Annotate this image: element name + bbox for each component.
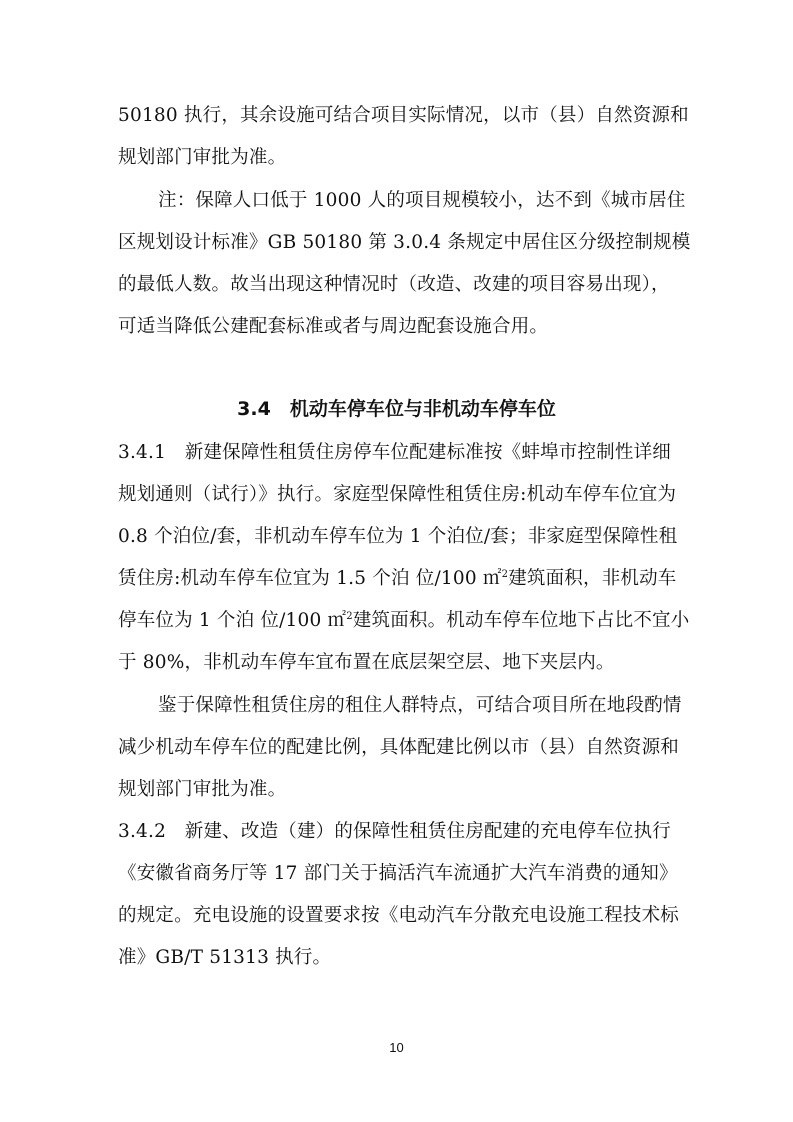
page-number: 10 — [389, 1040, 404, 1055]
clause-text-line: 的规定。充电设施的设置要求按《电动汽车分散充电设施工程技术标 — [118, 905, 680, 926]
clause-text-segment: 停车位为 1 个泊 位/100 ㎡ — [118, 610, 347, 631]
clause-text-line — [118, 609, 690, 633]
clause-text-line: 3.4.1 新建保障性租赁住房停车位配建标准按《蚌埠市控制性详细 — [118, 442, 671, 463]
clause-text-line: 0.8 个泊位/套，非机动车停车位为 1 个泊位/套；非家庭型保障性租 — [118, 526, 678, 547]
body-text-line: 规划部门审批为准。 — [118, 147, 287, 168]
clause-text-line: 3.4.2 新建、改造（建）的保障性租赁住房配建的充电停车位执行 — [118, 821, 671, 842]
note-text-line: 区规划设计标准》GB 50180 第 3.0.4 条规定中居住区分级控制规模 — [118, 232, 691, 253]
clause-note-line: 减少机动车停车位的配建比例，具体配建比例以市（县）自然资源和 — [118, 737, 680, 758]
section-heading: 3.4 机动车停车位与非机动车停车位 — [237, 398, 556, 420]
clause-text-segment: 建筑面积。机动车停车位地下占比不宜小 — [352, 610, 690, 631]
clause-note-line: 规划部门审批为准。 — [118, 779, 287, 800]
clause-text-line: 准》GB/T 51313 执行。 — [118, 947, 332, 968]
superscript-two: 2 — [501, 568, 509, 580]
note-text-line: 注：保障人口低于 1000 人的项目规模较小，达不到《城市居住 — [158, 190, 686, 211]
clause-text-segment: 赁住房:机动车停车位宜为 1.5 个泊 位/100 ㎡ — [118, 568, 502, 589]
note-text-line: 的最低人数。故当出现这种情况时（改造、改建的项目容易出现）， — [118, 274, 670, 295]
clause-text-line: 规划通则（试行）》执行。家庭型保障性租赁住房:机动车停车位宜为 — [118, 484, 677, 505]
clause-note-line: 鉴于保障性租赁住房的租住人群特点，可结合项目所在地段酌情 — [158, 695, 682, 716]
body-text-line: 50180 执行，其余设施可结合项目实际情况，以市（县）自然资源和 — [118, 105, 689, 126]
clause-text-segment: 建筑面积，非机动车 — [508, 568, 677, 589]
superscript-two: 2 — [346, 610, 353, 622]
clause-text-line — [118, 567, 678, 591]
clause-text-line: 于 80%，非机动车停车宜布置在底层架空层、地下夹层内。 — [118, 652, 615, 673]
note-text-line: 可适当降低公建配套标准或者与周边配套设施合用。 — [118, 316, 549, 337]
clause-text-line: 《安徽省商务厅等 17 部门关于搞活汽车流通扩大汽车消费的通知》 — [118, 863, 678, 884]
